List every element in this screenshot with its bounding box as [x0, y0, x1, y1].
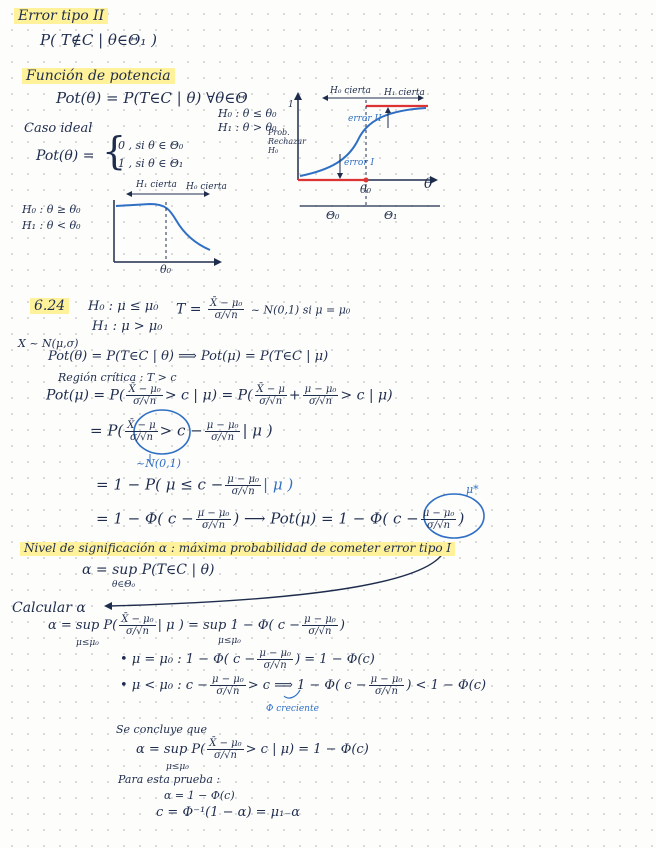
- conclusion-alpha-line: [136, 738, 369, 761]
- text: > c −: [159, 421, 203, 440]
- power-implication-line: Pot(θ) = P(T∈C | θ) ⟹ Pot(μ) = P(T∈C | μ): [48, 349, 329, 364]
- text: > c ⟹ 1 − Φ( c −: [247, 678, 367, 693]
- graph1-error-2-label: error II: [348, 114, 382, 124]
- graph1-h1-correct: H₁ cierta: [384, 88, 425, 98]
- text: α = sup P(: [136, 742, 206, 757]
- frac-num: X̄ − μ₀: [121, 614, 154, 625]
- text: > c | μ): [340, 387, 393, 404]
- fraction: [369, 674, 405, 697]
- text: | μ ) = sup 1 − Φ( c −: [157, 618, 301, 633]
- calc-alpha-line: [48, 614, 345, 637]
- frac-den: σ/√n: [231, 486, 255, 497]
- frac-den: σ/√n: [309, 396, 333, 407]
- text: ) ⟶ Pot(μ) = 1 − Φ( c −: [233, 509, 419, 528]
- graph2-h1: H₁ : θ < θ₀: [22, 219, 81, 232]
- hypothesis-h0-le: H₀ : θ ≤ θ₀: [218, 107, 277, 120]
- power-derivation-line-1: [46, 384, 393, 407]
- error-2-formula: P( T∉C | θ∈Θ₁ ): [40, 31, 157, 49]
- alpha-sup-subscript: θ∈Θ₀: [112, 580, 136, 590]
- frac-den: σ/√n: [125, 626, 149, 637]
- calc-sup-subscript-1: μ≤μ₀: [76, 638, 99, 648]
- graph1-error-1-label: error I: [344, 158, 375, 168]
- hypothesis-h1-gt: H₁ : θ > θ₀: [218, 121, 277, 134]
- calculate-alpha-title: Calcular α: [12, 600, 86, 616]
- frac-num: μ − μ₀: [212, 674, 244, 685]
- graph2-h0: H₀ : θ ≥ θ₀: [22, 203, 81, 216]
- fraction: [421, 508, 457, 531]
- graph1-theta-axis: θ: [424, 176, 433, 192]
- frac-den: σ/√n: [211, 432, 235, 443]
- graph1-y-label: Prob. Rechazar H₀: [268, 128, 306, 156]
- frac-num: μ − μ₀: [422, 508, 455, 519]
- exercise-h1: H₁ : μ > μ₀: [92, 319, 163, 334]
- ideal-case-zero: 0 , si θ ∈ Θ₀: [118, 139, 184, 152]
- text: = P(: [90, 421, 124, 440]
- fraction: [125, 420, 157, 443]
- text: ): [458, 509, 465, 528]
- power-derivation-line-3: [96, 474, 293, 497]
- graph2-h1-correct: H₁ cierta: [136, 180, 177, 190]
- frac-num: μ − μ₀: [206, 420, 239, 431]
- text: | μ ): [263, 475, 294, 494]
- fraction: [210, 674, 246, 697]
- statistic-t: [176, 298, 350, 321]
- fraction: [257, 648, 293, 671]
- graph1-y-one: 1: [288, 100, 294, 110]
- frac-den: σ/√n: [263, 660, 287, 671]
- text: Pot(μ) = P(: [46, 387, 125, 404]
- graph2-theta0: θ₀: [160, 263, 172, 276]
- frac-num: X̄ − μ: [127, 420, 156, 431]
- text: > c | μ) = 1 − Φ(c): [245, 742, 369, 757]
- test-title: Para esta prueba :: [118, 773, 221, 786]
- text: α = sup P(: [48, 618, 118, 633]
- section-title-power-function: Función de potencia: [22, 68, 175, 84]
- power-definition: Pot(θ) = P(T∈C | θ) ∀θ∈Θ: [56, 89, 248, 107]
- conclusion-title: Se concluye que: [116, 723, 208, 736]
- ideal-case-one: 1 , si θ ∈ Θ₁: [118, 157, 184, 170]
- frac-num: μ − μ₀: [304, 614, 336, 625]
- ideal-case-title: Caso ideal: [24, 121, 93, 136]
- frac-den: σ/√n: [427, 520, 451, 531]
- graph1-h0-correct: H₀ cierta: [330, 86, 371, 96]
- frac-num: μ − μ₀: [304, 384, 337, 395]
- fraction: [302, 614, 338, 637]
- frac-num: X̄ − μ: [256, 384, 285, 395]
- statistic-t-lhs: T =: [176, 301, 202, 318]
- alpha-equation: α = 1 − Φ(c): [164, 789, 235, 802]
- text: > c | μ) = P(: [164, 387, 253, 404]
- exercise-h0: H₀ : μ ≤ μ₀: [88, 299, 159, 314]
- frac-den: σ/√n: [213, 750, 237, 761]
- text: ) < 1 − Φ(c): [406, 678, 487, 693]
- graph1-region-theta1: Θ₁: [384, 209, 398, 222]
- frac-num: X̄ − μ₀: [209, 298, 243, 309]
- power-derivation-line-2: [90, 420, 273, 443]
- fraction: [196, 508, 232, 531]
- x-distribution: X ~ N(μ,σ): [18, 337, 79, 350]
- frac-num: μ − μ₀: [197, 508, 230, 519]
- statistic-t-fraction: [208, 298, 244, 321]
- frac-num: X̄ − μ₀: [209, 738, 242, 749]
- fraction: [207, 738, 243, 761]
- text: | μ ): [242, 421, 273, 440]
- exercise-number: 6.24: [30, 298, 69, 314]
- calc-sup-subscript-2: μ≤μ₀: [218, 636, 241, 646]
- phi-increasing-note: Φ creciente: [266, 704, 319, 714]
- text: • μ < μ₀ : c −: [120, 678, 209, 693]
- ideal-case-lhs: Pot(θ) =: [36, 148, 95, 164]
- fraction: [303, 384, 339, 407]
- text: ): [339, 618, 345, 633]
- text: • μ = μ₀ : 1 − Φ( c −: [120, 652, 256, 667]
- frac-num: μ − μ₀: [227, 474, 260, 485]
- case-mu-less-mu0: [120, 674, 486, 697]
- fraction: [205, 420, 241, 443]
- frac-den: σ/√n: [202, 520, 226, 531]
- text: = 1 − P( μ ≤ c −: [96, 475, 224, 494]
- frac-den: σ/√n: [133, 396, 157, 407]
- frac-num: μ − μ₀: [259, 648, 292, 659]
- critical-value-equation: c = Φ⁻¹(1 − α) = μ₁₋α: [156, 805, 300, 820]
- text: = 1 − Φ( c −: [96, 509, 194, 528]
- case-mu-equals-mu0: [120, 648, 375, 671]
- text: +: [288, 387, 301, 404]
- fraction: [126, 384, 162, 407]
- fraction: [255, 384, 287, 407]
- frac-den: σ/√n: [129, 432, 153, 443]
- section-title-error-type-2: Error tipo II: [14, 8, 108, 24]
- frac-den: σ/√n: [374, 686, 398, 697]
- conclusion-sup-subscript: μ≤μ₀: [166, 762, 189, 772]
- graph1-theta0: θ₀: [360, 183, 372, 196]
- frac-num: X̄ − μ₀: [128, 384, 161, 395]
- power-derivation-line-4: [96, 508, 464, 531]
- frac-den: σ/√n: [308, 626, 332, 637]
- frac-den: σ/√n: [214, 310, 238, 321]
- fraction: [119, 614, 155, 637]
- fraction: [225, 474, 261, 497]
- statistic-t-distribution: ~ N(0,1) si μ = μ₀: [250, 303, 351, 317]
- frac-den: σ/√n: [216, 686, 240, 697]
- alpha-sup-formula: α = sup P(T∈C | θ): [82, 562, 215, 578]
- graph1-region-theta0: Θ₀: [326, 209, 340, 222]
- significance-level-definition: Nivel de significación α : máxima probabilidad de cometer error tipo I: [20, 542, 455, 556]
- critical-region: Región crítica : T > c: [58, 371, 177, 384]
- text: ) = 1 − Φ(c): [295, 652, 375, 667]
- standard-normal-note: ~N(0,1): [136, 457, 181, 470]
- frac-num: μ − μ₀: [370, 674, 403, 685]
- mu-star-label: μ*: [466, 483, 479, 496]
- brace: {: [102, 129, 127, 173]
- frac-den: σ/√n: [259, 396, 283, 407]
- graph2-h0-correct: H₀ cierta: [186, 182, 227, 192]
